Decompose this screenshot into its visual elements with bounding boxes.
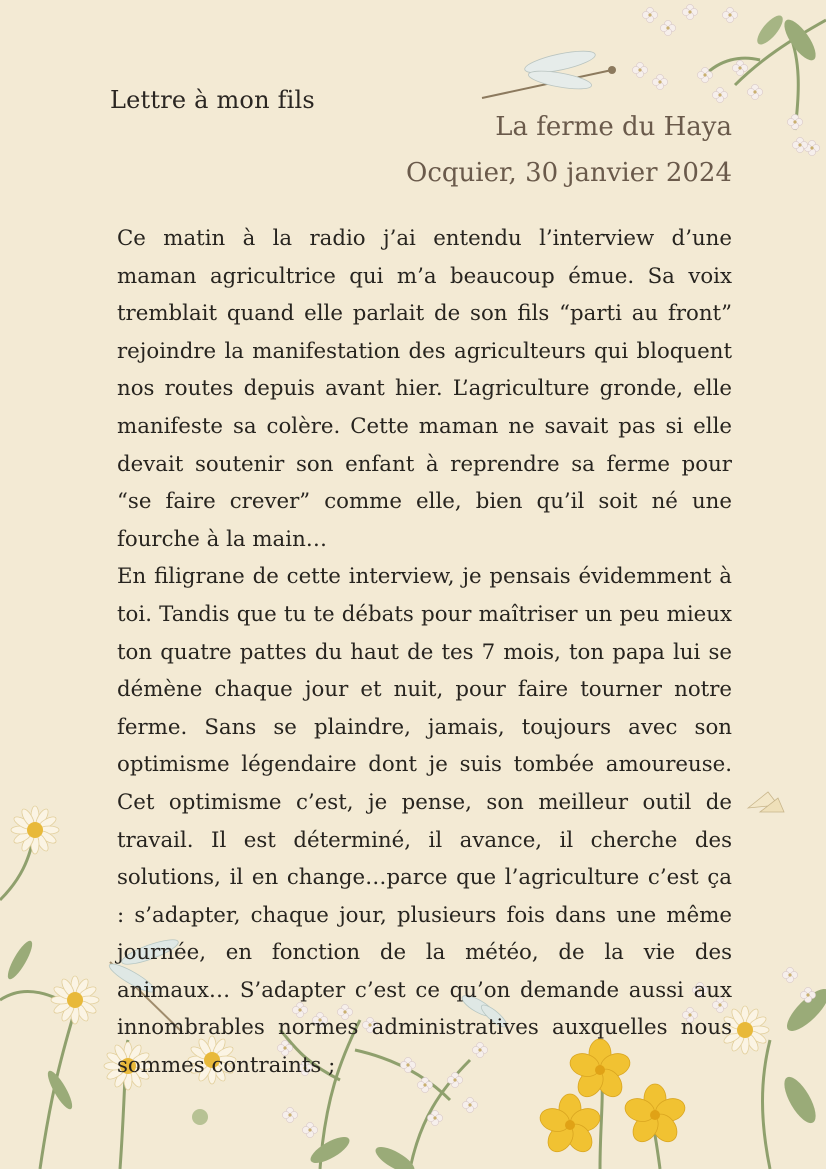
date-line: Ocquier, 30 janvier 2024 (406, 158, 732, 188)
letter-body (117, 220, 732, 1085)
letter-header (406, 104, 732, 196)
letter-title: Lettre à mon fils (110, 86, 315, 114)
dragonfly-icon (482, 47, 616, 98)
farm-name: La ferme du Haya (495, 112, 732, 142)
paragraph: Ce matin à la radio j’ai entendu l’interview d’une maman agricultrice qui m’a beaucoup émue. Sa voix tremblait quand elle parlait de son fils “parti au front” rejoindre la manifestation des agriculteurs qui bloquent nos routes depuis avant hier. L’agriculture gronde, elle manifeste sa colère. Cette maman ne savait pas si elle devait soutenir son enfant à reprendre sa ferme pour “se faire crever” comme elle, bien qu’il soit né une fourche à la main… (117, 226, 732, 552)
paragraph: En filigrane de cette interview, je pensais évidemment à toi. Tandis que tu te débats pour maîtriser un peu mieux ton quatre pattes du haut de tes 7 mois, ton papa lui se démène chaque jour et nuit, pour faire tourner notre ferme. Sans se plaindre, jamais, toujours avec son optimisme légendaire dont je suis tombée amoureuse. Cet optimisme c’est, je pense, son meilleur outil de travail. Il est déterminé, il avance, il cherche des solutions, il en change…parce que l’agriculture c’est ça : s’adapter, chaque jour, plusieurs fois dans une même journée, en fonction de la météo, de la vie des animaux… S’adapter c’est ce qu’on demande aussi aux innombrables normes administratives auxquelles nous sommes contraints ; (117, 564, 732, 1079)
moth-icon (748, 792, 784, 812)
